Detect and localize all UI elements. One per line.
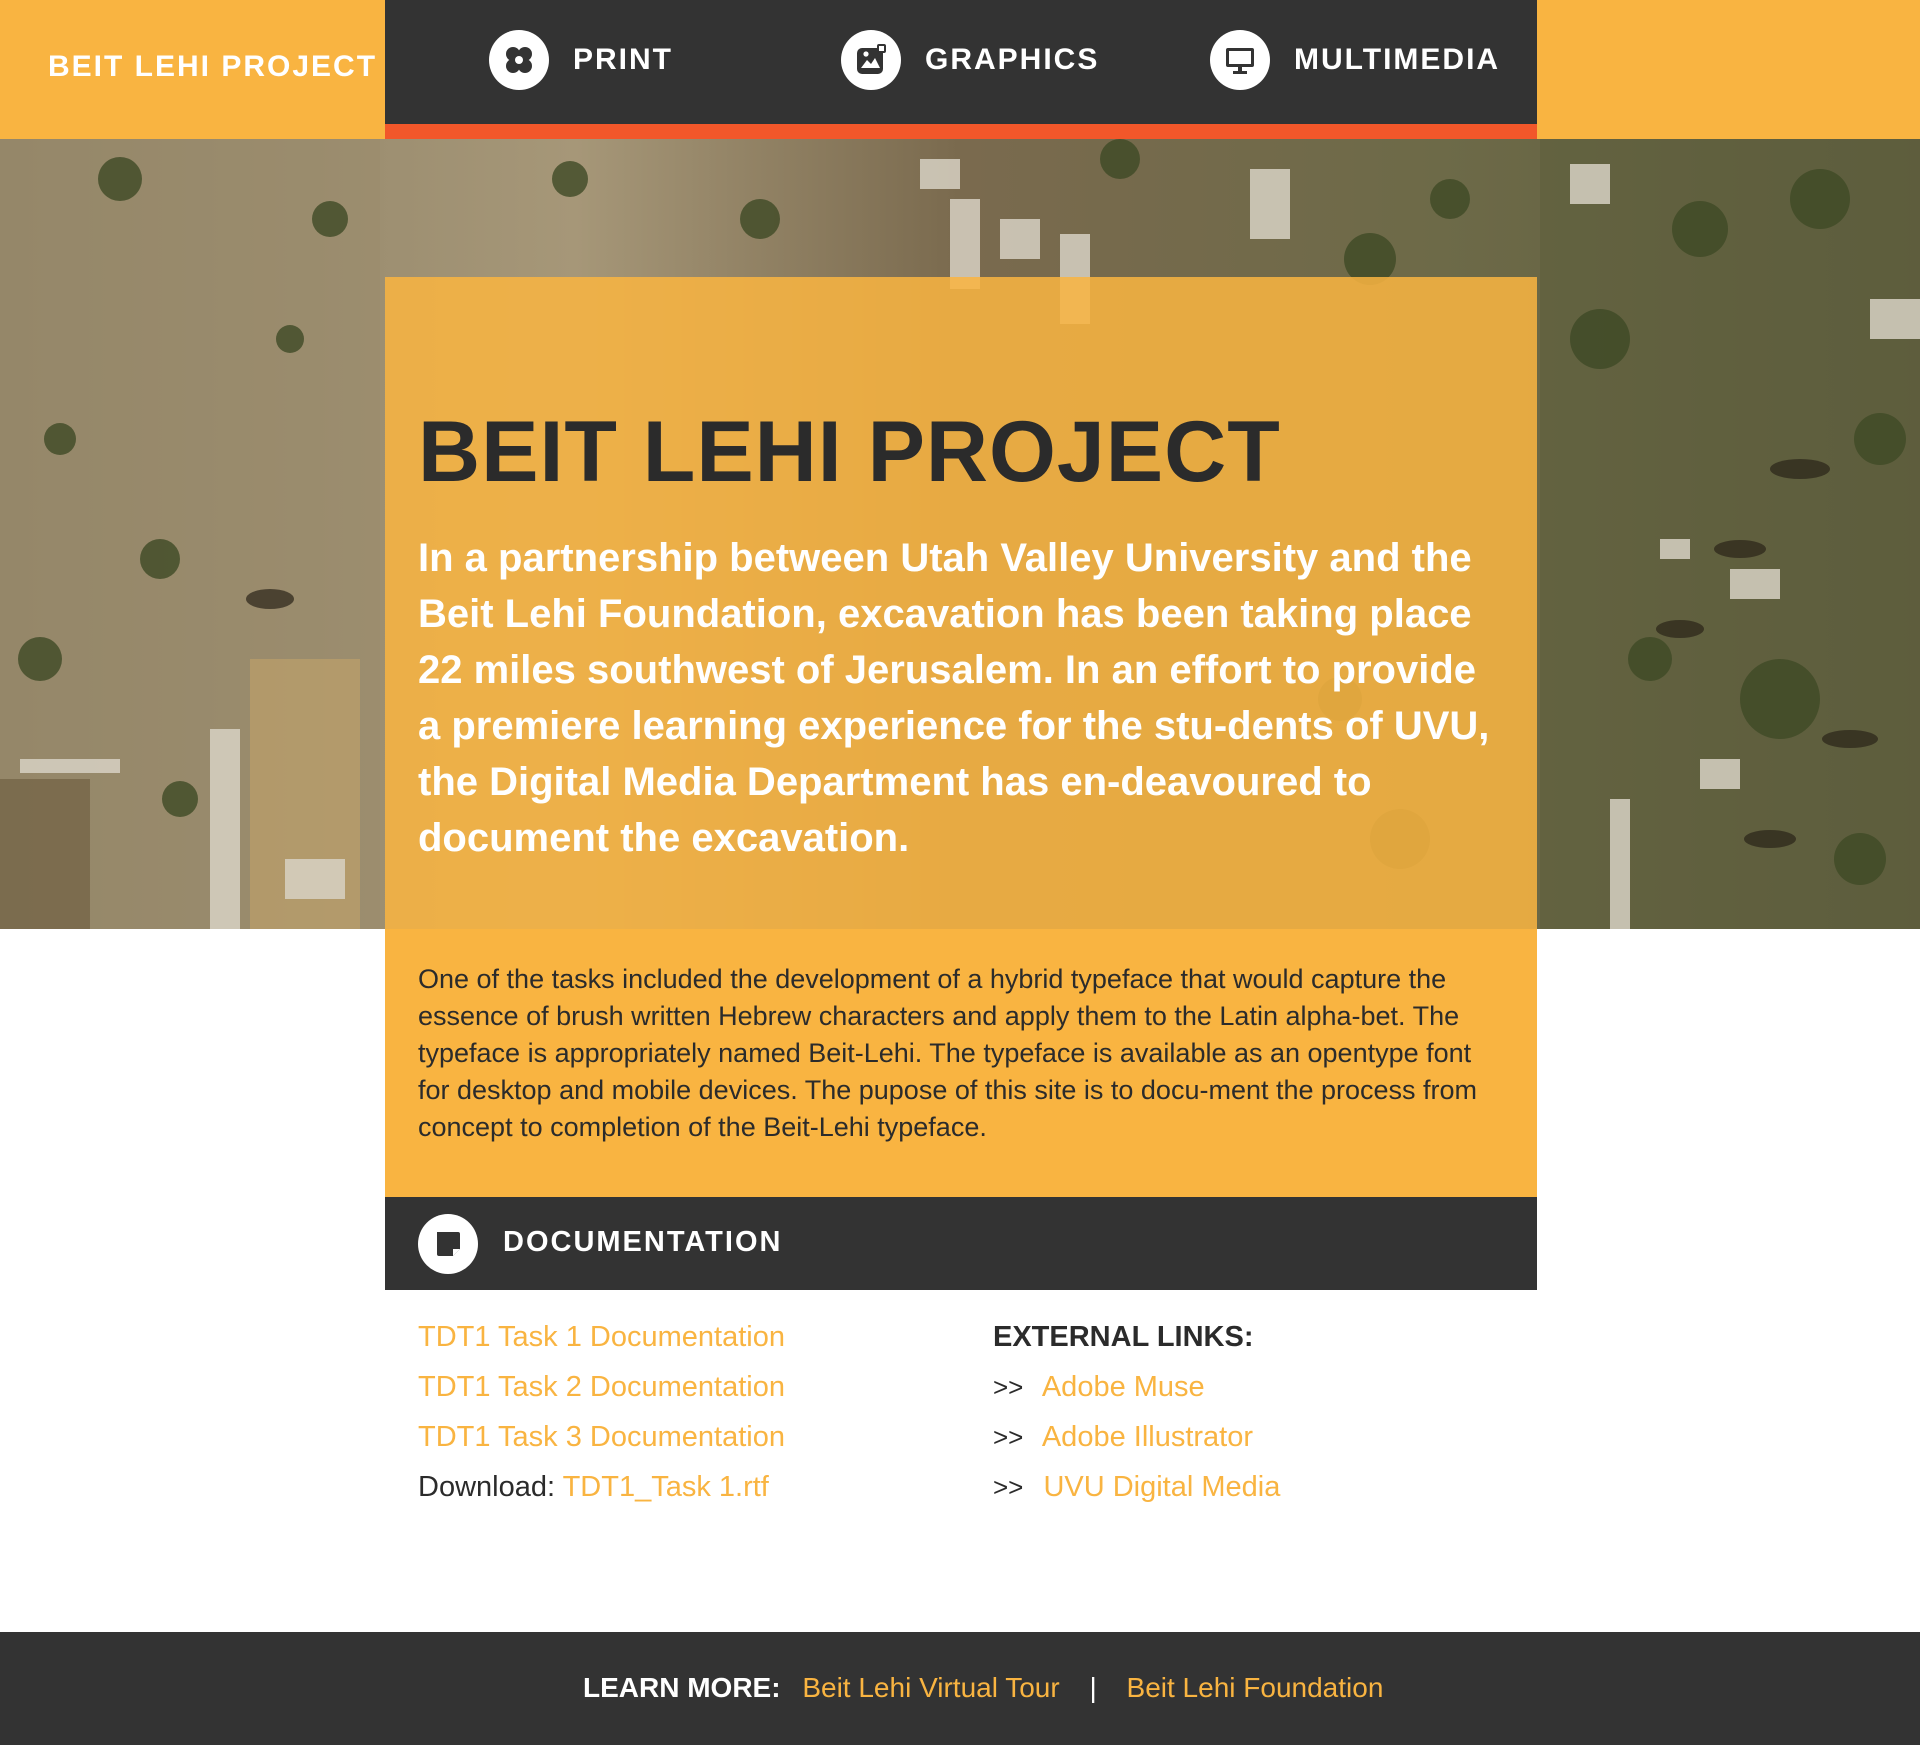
- arrow-marker: >>: [993, 1372, 1024, 1402]
- learn-more-label: LEARN MORE:: [583, 1672, 781, 1703]
- documentation-header: [385, 1197, 1537, 1290]
- intro-card-body: [385, 929, 1537, 1197]
- download-file-link[interactable]: TDT1_Task 1.rtf: [562, 1471, 769, 1503]
- external-links: [993, 1317, 1280, 1517]
- intro-card: [385, 277, 1537, 929]
- nav-label-multimedia: MULTIMEDIA: [1294, 43, 1501, 76]
- site-header: [0, 0, 1920, 139]
- intro-lede: In a partnership between Utah Valley University and the Beit Lehi Foundation, excavation has been taking place 22 miles southwest of Jerusalem. In an effort to provide a premiere learning experience for the stu-dents of UVU, the Digital Media Department has en-deavoured to document the excavation.: [418, 536, 1490, 860]
- document-icon: [418, 1214, 478, 1274]
- footer-link-foundation[interactable]: Beit Lehi Foundation: [1126, 1672, 1384, 1703]
- footer-links: [583, 1672, 1383, 1704]
- footer-link-virtual-tour[interactable]: Beit Lehi Virtual Tour: [802, 1672, 1060, 1703]
- documentation-title: DOCUMENTATION: [503, 1226, 783, 1258]
- nav-item-multimedia[interactable]: [1210, 28, 1500, 92]
- page-title: BEIT LEHI PROJECT: [418, 404, 1281, 500]
- print-icon: [489, 30, 549, 90]
- external-link-uvu-digital-media[interactable]: UVU Digital Media: [1043, 1471, 1281, 1503]
- doc-link-task-2[interactable]: TDT1 Task 2 Documentation: [418, 1371, 785, 1403]
- nav-label-print: PRINT: [573, 43, 673, 76]
- footer-separator: |: [1089, 1672, 1097, 1703]
- nav-item-graphics[interactable]: [841, 28, 1099, 92]
- main-nav: [385, 0, 1537, 139]
- arrow-marker: >>: [993, 1422, 1024, 1452]
- nav-label-graphics: GRAPHICS: [925, 43, 1100, 76]
- download-label: Download:: [418, 1471, 556, 1503]
- doc-link-task-1[interactable]: TDT1 Task 1 Documentation: [418, 1321, 785, 1353]
- arrow-marker: >>: [993, 1472, 1024, 1502]
- external-links-heading: EXTERNAL LINKS:: [993, 1321, 1254, 1353]
- intro-body-text: One of the tasks included the development of a hybrid typeface that would capture the essence of brush written Hebrew characters and apply them to the Latin alpha-bet. The typeface is appropriately named Beit-Lehi. The typeface is available as an opentype font for desktop and mobile devices. The pupose of this site is to docu-ment the process from concept to completion of the Beit-Lehi typeface.: [418, 964, 1478, 1142]
- external-link-adobe-illustrator[interactable]: Adobe Illustrator: [1041, 1421, 1254, 1453]
- doc-link-task-3[interactable]: TDT1 Task 3 Documentation: [418, 1421, 785, 1453]
- external-link-adobe-muse[interactable]: Adobe Muse: [1041, 1371, 1205, 1403]
- graphics-icon: [841, 30, 901, 90]
- site-footer: [0, 1632, 1920, 1745]
- monitor-icon: [1210, 30, 1270, 90]
- brand-logo-text[interactable]: BEIT LEHI PROJECT: [48, 50, 378, 83]
- nav-item-print[interactable]: [489, 28, 673, 92]
- documentation-links: [418, 1317, 785, 1517]
